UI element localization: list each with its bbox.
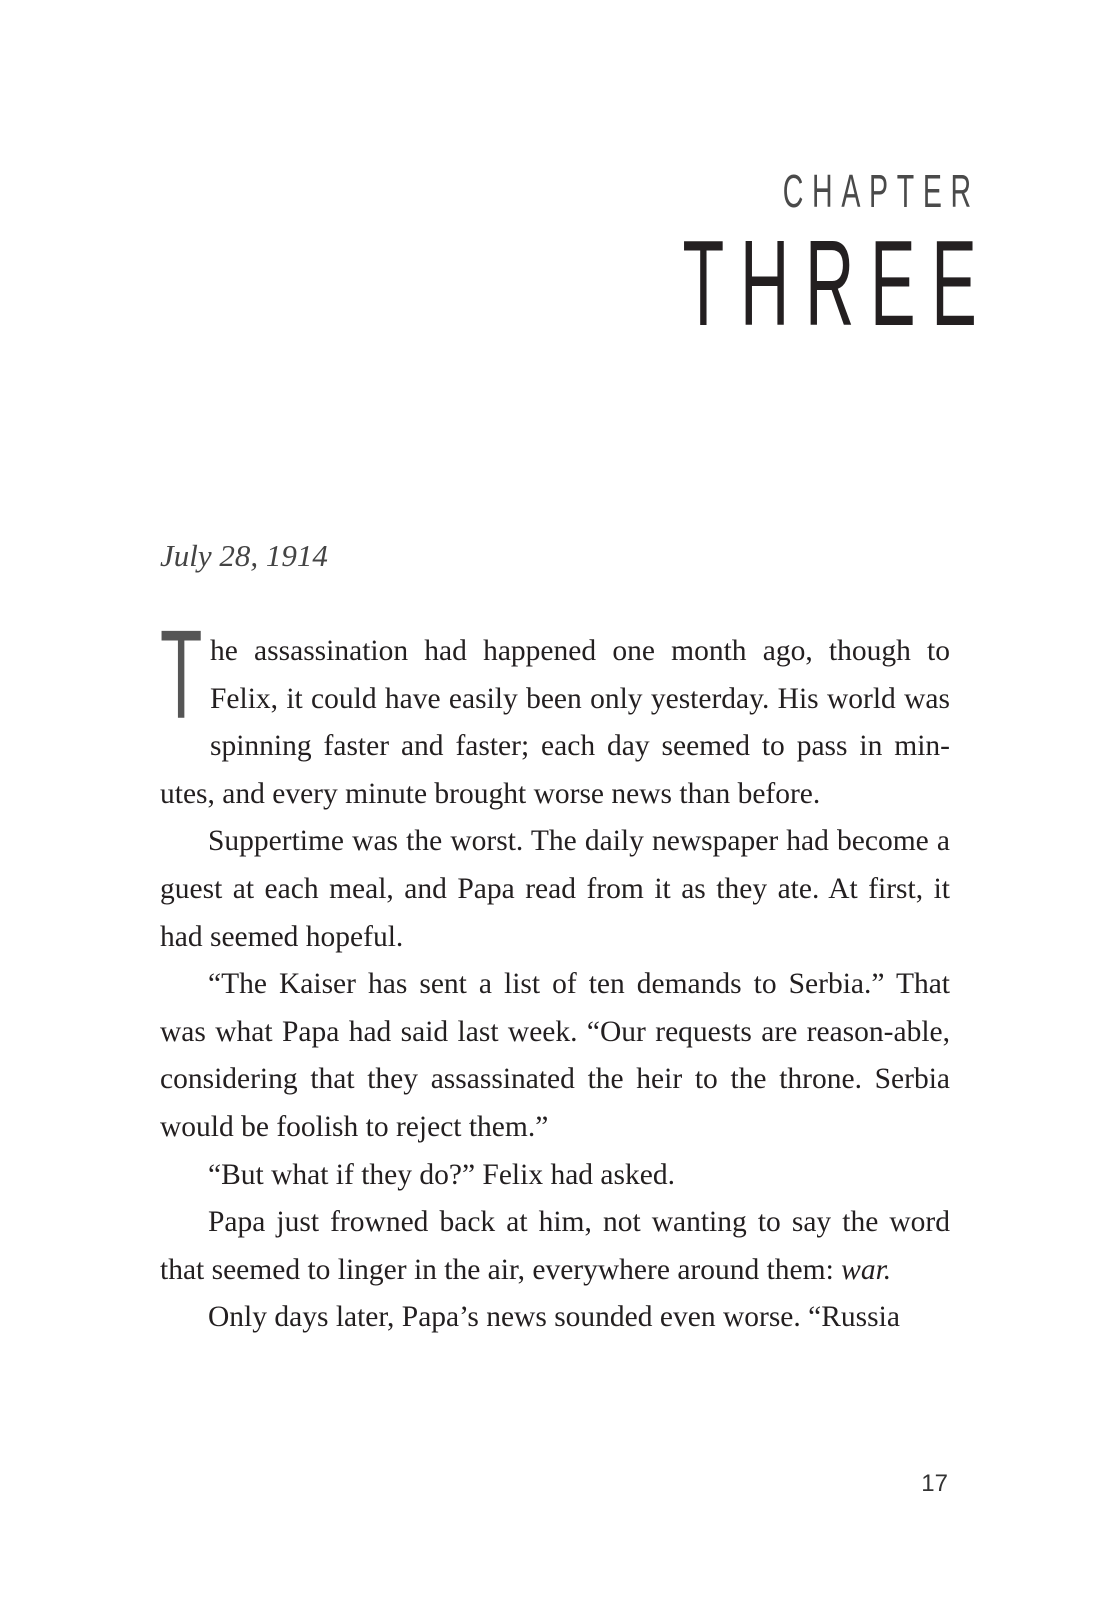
paragraph: Only days later, Papa’s news sounded even worse. “Russia [208,1301,900,1334]
dateline: July 28, 1914 [160,538,328,573]
drop-cap: T [160,604,203,745]
emphasis-text: war. [841,1253,892,1286]
paragraph: “The Kaiser has sent a list of ten demands to Serbia.” That was what Papa had said last week. “Our requests are reason-able, considering that they assassinated the heir to the throne. Serbia would be foolish to reject them.” [160,968,950,1143]
chapter-label: CHAPTER [782,165,980,217]
paragraph-text: he assassination had happened one month ago, though to Felix, it could have easily been only yesterday. His world was spinning faster and faster; each day seemed to pass in min-utes, and every minute brought worse news than before. [160,635,950,810]
paragraph: Suppertime was the worst. The daily newspaper had become a guest at each meal, and Papa read from it as they ate. At first, it had seemed hopeful. [160,825,950,953]
body-text [160,604,950,1342]
paragraph: “But what if they do?” Felix had asked. [208,1158,675,1191]
chapter-number: THREE [682,215,992,351]
paragraph-text: Papa just frowned back at him, not wanting to say the word that seemed to linger in the air, everywhere around them: [160,1206,950,1286]
paragraph [160,604,950,818]
page-number: 17 [921,1470,948,1497]
paragraph [160,1199,950,1294]
